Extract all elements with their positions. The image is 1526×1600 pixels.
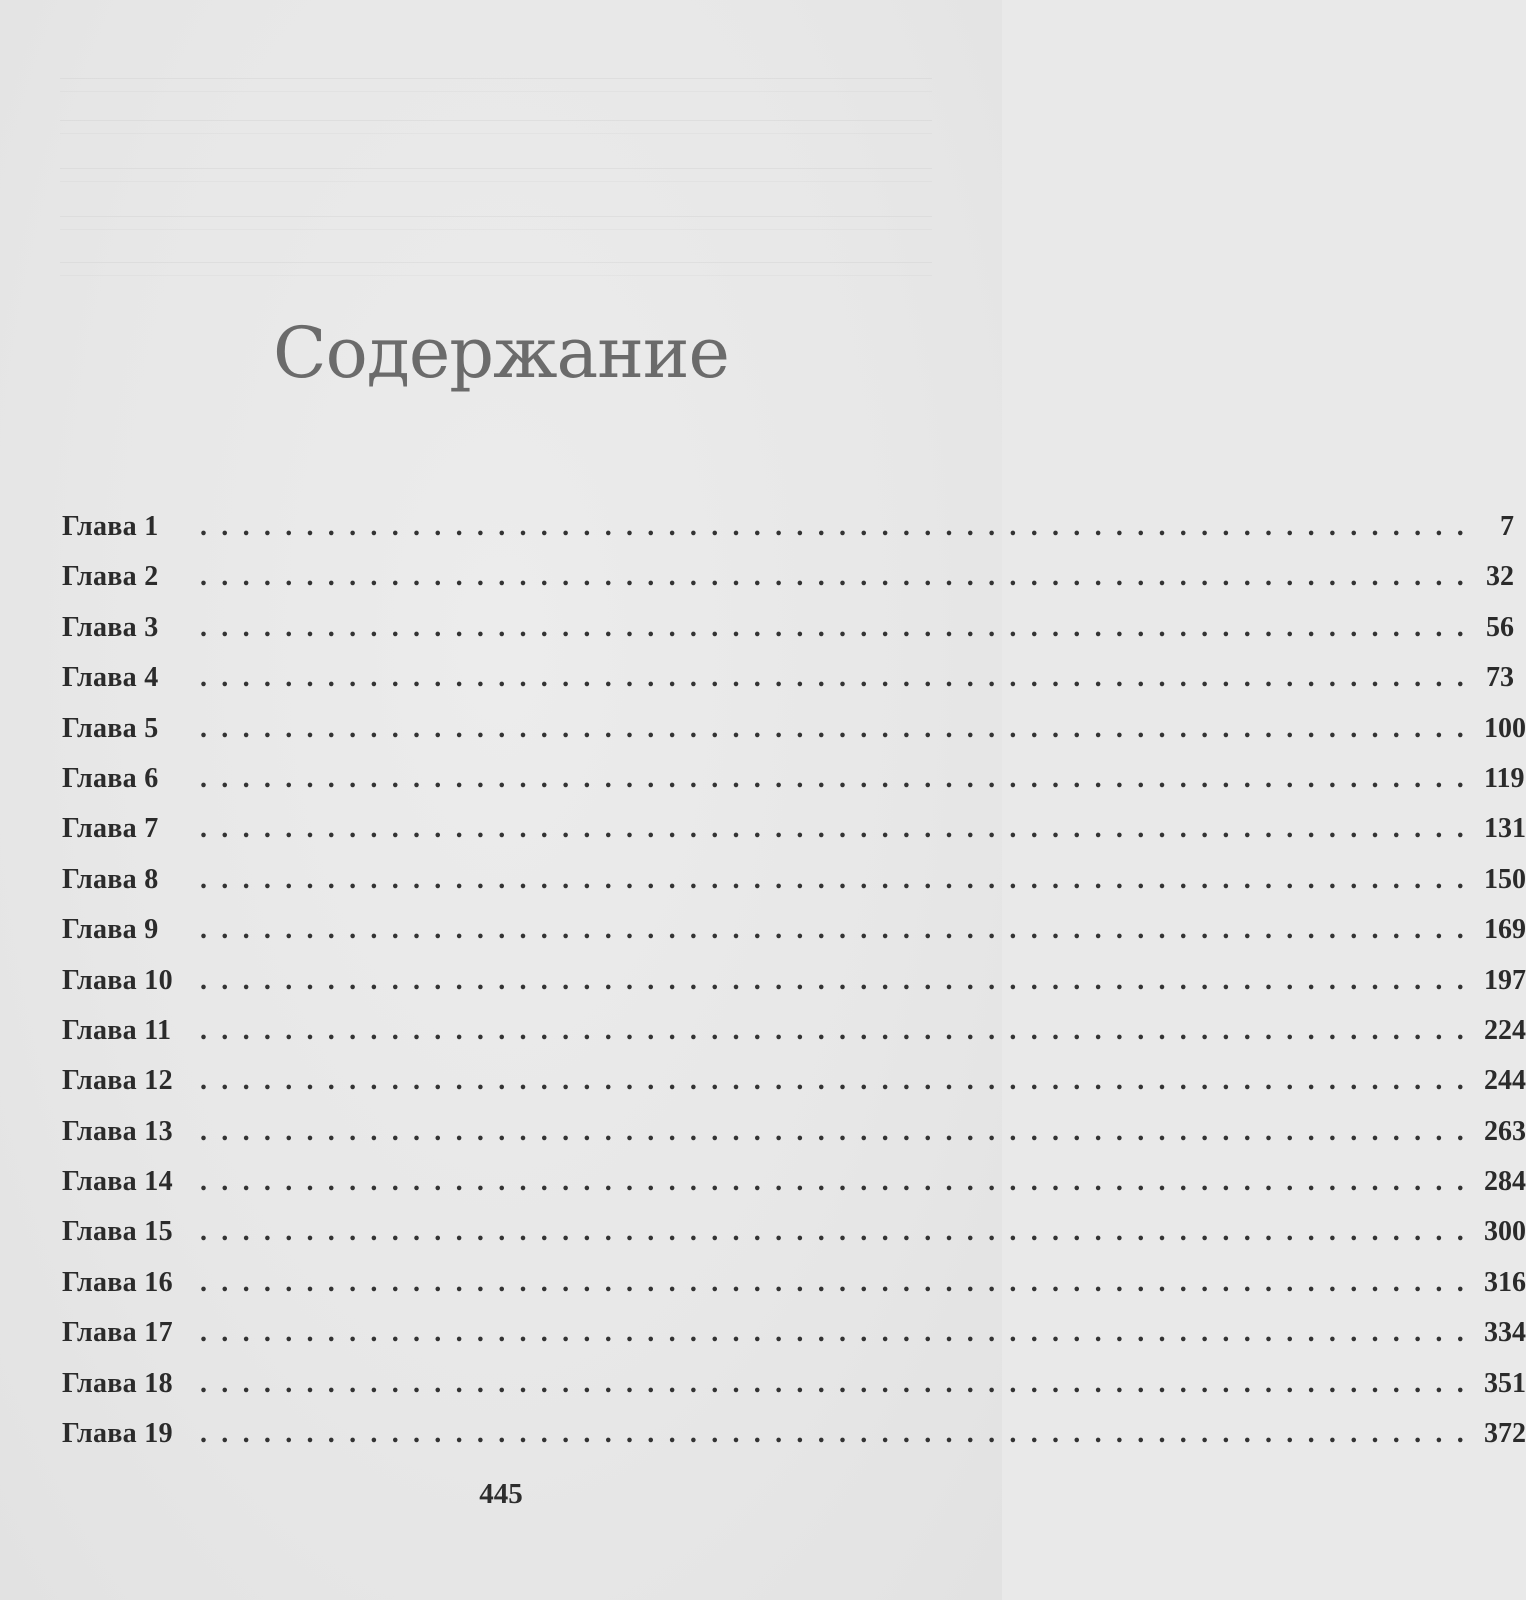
chapter-page-number: 284 [1484,1166,1526,1198]
chapter-label: Глава 12 [62,1065,173,1097]
toc-entry [62,1417,1526,1467]
chapter-page-number: 100 [1484,712,1526,744]
dot-leader: ............................................................ [200,1418,1478,1450]
dot-leader: ............................................................ [200,762,1478,794]
chapter-label: Глава 9 [62,914,159,946]
toc-entry [62,1266,1526,1316]
page-title: Содержание [273,312,729,394]
chapter-label: Глава 13 [62,1115,173,1147]
chapter-page-number: 263 [1484,1115,1526,1147]
dot-leader: ............................................................ [200,1065,1478,1097]
chapter-label: Глава 10 [62,964,173,996]
chapter-page-number: 131 [1484,813,1526,845]
chapter-label: Глава 3 [62,611,159,643]
chapter-page-number: 244 [1484,1065,1526,1097]
bleed-through-line [60,168,932,182]
chapter-page-number: 334 [1484,1317,1526,1349]
chapter-page-number: 224 [1484,1014,1526,1046]
chapter-page-number: 351 [1484,1367,1526,1399]
toc-entry [62,661,1514,711]
toc-entry [62,1064,1526,1114]
dot-leader: ............................................................ [200,662,1478,694]
page-number: 445 [479,1478,523,1510]
chapter-page-number: 316 [1484,1266,1526,1298]
toc-entry [62,611,1514,661]
toc-entry [62,964,1526,1014]
chapter-label: Глава 19 [62,1418,173,1450]
dot-leader: ............................................................ [200,1115,1478,1147]
toc-entry [62,1165,1526,1215]
bleed-through-line [60,216,932,230]
chapter-page-number: 197 [1484,964,1526,996]
chapter-label: Глава 1 [62,511,159,542]
chapter-page-number: 56 [1486,611,1514,643]
toc-entry [62,1316,1526,1366]
dot-leader: ............................................................ [200,1014,1478,1046]
table-of-contents [62,510,1526,1467]
dot-leader: ............................................................ [200,561,1478,593]
chapter-page-number: 32 [1486,561,1514,593]
dot-leader: ............................................................ [200,712,1478,744]
chapter-page-number: 7 [1500,511,1514,542]
toc-entry [62,1115,1526,1165]
dot-leader: ............................................................ [200,964,1478,996]
toc-entry [62,712,1526,762]
dot-leader: ............................................................ [200,863,1478,895]
toc-entry [62,560,1514,610]
chapter-label: Глава 17 [62,1317,173,1349]
chapter-label: Глава 14 [62,1166,173,1198]
toc-entry [62,863,1526,913]
chapter-page-number: 73 [1486,662,1514,694]
chapter-label: Глава 16 [62,1266,173,1298]
toc-entry [62,812,1526,862]
dot-leader: ............................................................ [200,1266,1478,1298]
chapter-label: Глава 15 [62,1216,173,1248]
dot-leader: ............................................................ [200,1317,1478,1349]
chapter-page-number: 119 [1484,762,1525,794]
toc-entry [62,913,1526,963]
chapter-page-number: 169 [1484,914,1526,946]
chapter-label: Глава 18 [62,1367,173,1399]
chapter-label: Глава 8 [62,863,159,895]
chapter-label: Глава 6 [62,762,159,794]
dot-leader: ............................................................ [200,1216,1478,1248]
chapter-label: Глава 7 [62,813,159,845]
chapter-page-number: 372 [1484,1418,1526,1450]
toc-entry [62,510,1514,560]
toc-entry [62,1014,1526,1064]
dot-leader: ............................................................ [200,511,1478,542]
dot-leader: ............................................................ [200,611,1478,643]
chapter-page-number: 150 [1484,863,1526,895]
bleed-through-line [60,78,932,92]
dot-leader: ............................................................ [200,1166,1478,1198]
chapter-page-number: 300 [1484,1216,1526,1248]
bleed-through-line [60,262,932,276]
toc-entry [62,1215,1526,1265]
dot-leader: ............................................................ [200,1367,1478,1399]
chapter-label: Глава 2 [62,561,159,593]
dot-leader: ............................................................ [200,813,1478,845]
chapter-label: Глава 4 [62,662,159,694]
chapter-label: Глава 5 [62,712,159,744]
bleed-through-line [60,120,932,134]
toc-entry [62,762,1525,812]
toc-entry [62,1367,1526,1417]
dot-leader: ............................................................ [200,914,1478,946]
chapter-label: Глава 11 [62,1014,172,1046]
